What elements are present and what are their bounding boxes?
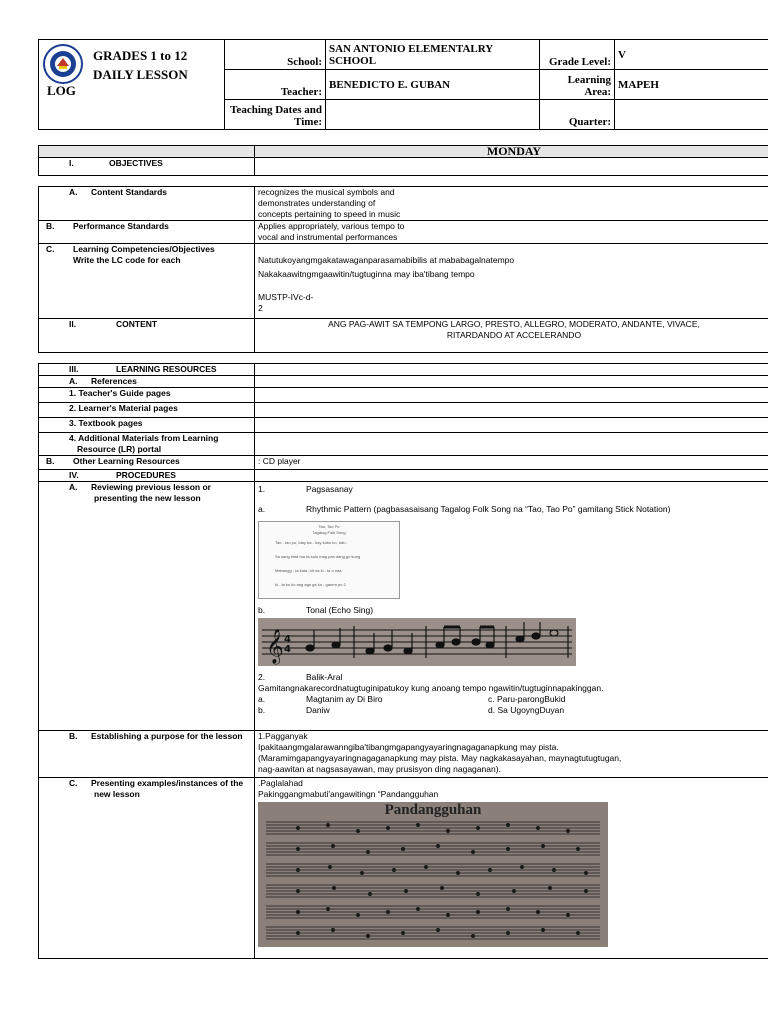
other-resources-label: B. Other Learning Resources xyxy=(39,456,255,470)
svg-text:4: 4 xyxy=(284,634,291,645)
song-sheet-title: Pandangguhan xyxy=(384,802,482,818)
tg-label: 1. Teacher's Guide pages xyxy=(39,388,255,403)
title-line-3: LOG xyxy=(47,83,76,98)
sheet-music-icon xyxy=(258,818,608,946)
content-standards-value: recognizes the musical symbols and demonstrates understanding of concepts pertaining to speed in music xyxy=(255,187,768,221)
competencies-value: Natutukoyangmgakatawaganparasamabibilis at mababagalnatempo Nakakaawitngmgaawitin/tugtuginna may iba'tibang tempo MUSTP-IVc-d- 2 xyxy=(255,244,768,319)
stick-notation-figure: Tao, Tao Po Tagalog Folk Song Tao - tao po, Iday ba - hay kubo ko, bah- Sa sang tinta ma ta-sulu mag pan dang go kung Mahangg - ta kata -hit na ki - ta o naa ki - ta ko ko ang aga ga ko - garem po 2 xyxy=(258,521,400,599)
performance-standards-value: Applies appropriately, various tempo to vocal and instrumental performances xyxy=(255,221,768,244)
deped-seal-icon xyxy=(43,44,83,84)
dates-label: Teaching Dates and Time: xyxy=(225,100,326,130)
resources-label: III. LEARNING RESOURCES xyxy=(39,364,255,376)
grade-label: Grade Level: xyxy=(540,40,615,70)
teacher-value: BENEDICTO E. GUBAN xyxy=(326,70,540,100)
lm-label: 2. Learner's Material pages xyxy=(39,403,255,418)
content-value: ANG PAG-AWIT SA TEMPONG LARGO, PRESTO, ALLEGRO, MODERATO, ANDANTE, VIVACE, RITARDANDO AT ACCELERANDO xyxy=(255,319,768,353)
title-line-2: DAILY LESSON xyxy=(93,67,188,82)
content-label: II. CONTENT xyxy=(39,319,255,353)
objectives-value xyxy=(255,158,768,176)
svg-text:4: 4 xyxy=(284,644,291,655)
purpose-value: 1.Pagganyak Ipakitaangmgalarawanngiba'tibangmgapangyayaringnagaganapkung may pista. (Maramimgapangyayaringnagaganapkung may pista. May nagkakasayahan, maynagtutugtugan, nag-aawitan at nagsasayawan, may prusisyon ding nagaganan). xyxy=(255,731,768,778)
area-label: Learning Area: xyxy=(540,70,615,100)
svg-text:𝄞: 𝄞 xyxy=(266,629,284,664)
lesson-table xyxy=(38,145,768,959)
performance-standards-label: B. Performance Standards xyxy=(39,221,255,244)
examples-value: .Paglalahad Pakinggangmabuti'angawitingn “Pandangguhan Pandangguhan xyxy=(255,778,768,959)
spacer xyxy=(39,176,768,187)
dates-value xyxy=(326,100,540,130)
other-resources-value: : CD player xyxy=(255,456,768,470)
content-standards-label: A. Content Standards xyxy=(39,187,255,221)
review-value: 1. Pagsasanay a. Rhythmic Pattern (pagbasasaisang Tagalog Folk Song na “Tao, Tao Po” gamitang Stick Notation) Tao, Tao Po Tagalog Folk Song Tao - tao po, Iday ba - hay kubo ko, bah- Sa sang tinta ma ta-sulu mag pan dang go kung Mahangg - ta kata -hit na ki - ta o naa ki - ta ko ko ang aga ga ko - garem po 2 b. Tonal (Echo Sing) 𝄞 4 4 2. Balik-Aral Gamitangnakarecordnatugtuginipatukoy kung anoang tempo ngawitin/tugtuginnapakinggan. a. Magtanim ay Di Biro c. Paru-parongBukid b. Daniw d. Sa UgoyngDuyan xyxy=(255,482,768,731)
references-value xyxy=(255,376,768,388)
title-line-1: GRADES 1 to 12 xyxy=(93,48,188,63)
examples-label: C. Presenting examples/instances of the new lesson xyxy=(39,778,255,959)
competencies-label: C. Learning Competencies/Objectives Write the LC code for each xyxy=(39,244,255,319)
lm-value xyxy=(255,403,768,418)
school-label: School: xyxy=(225,40,326,70)
quarter-value xyxy=(615,100,768,130)
quarter-label: Quarter: xyxy=(540,100,615,130)
textbook-label: 3. Textbook pages xyxy=(39,418,255,433)
teacher-label: Teacher: xyxy=(225,70,326,100)
music-staff-icon xyxy=(258,618,576,666)
day-blank xyxy=(39,146,255,158)
references-label: A. References xyxy=(39,376,255,388)
procedures-label: IV. PROCEDURES xyxy=(39,470,255,482)
area-value: MAPEH xyxy=(615,70,768,100)
grade-value: V xyxy=(615,40,768,70)
day-heading: MONDAY xyxy=(255,146,768,158)
procedures-value xyxy=(255,470,768,482)
tonal-staff-image xyxy=(258,618,576,666)
objectives-label: I. OBJECTIVES xyxy=(39,158,255,176)
additional-label: 4. Additional Materials from Learning Resource (LR) portal xyxy=(39,433,255,456)
review-label: A. Reviewing previous lesson or presenting the new lesson xyxy=(39,482,255,731)
purpose-label: B. Establishing a purpose for the lesson xyxy=(39,731,255,778)
additional-value xyxy=(255,433,768,456)
textbook-value xyxy=(255,418,768,433)
spacer xyxy=(39,353,768,364)
title-cell xyxy=(39,40,225,130)
header-table xyxy=(38,39,768,130)
song-sheet-image xyxy=(258,802,608,947)
tg-value xyxy=(255,388,768,403)
resources-value xyxy=(255,364,768,376)
school-value: SAN ANTONIO ELEMENTALRY SCHOOL xyxy=(326,40,540,70)
